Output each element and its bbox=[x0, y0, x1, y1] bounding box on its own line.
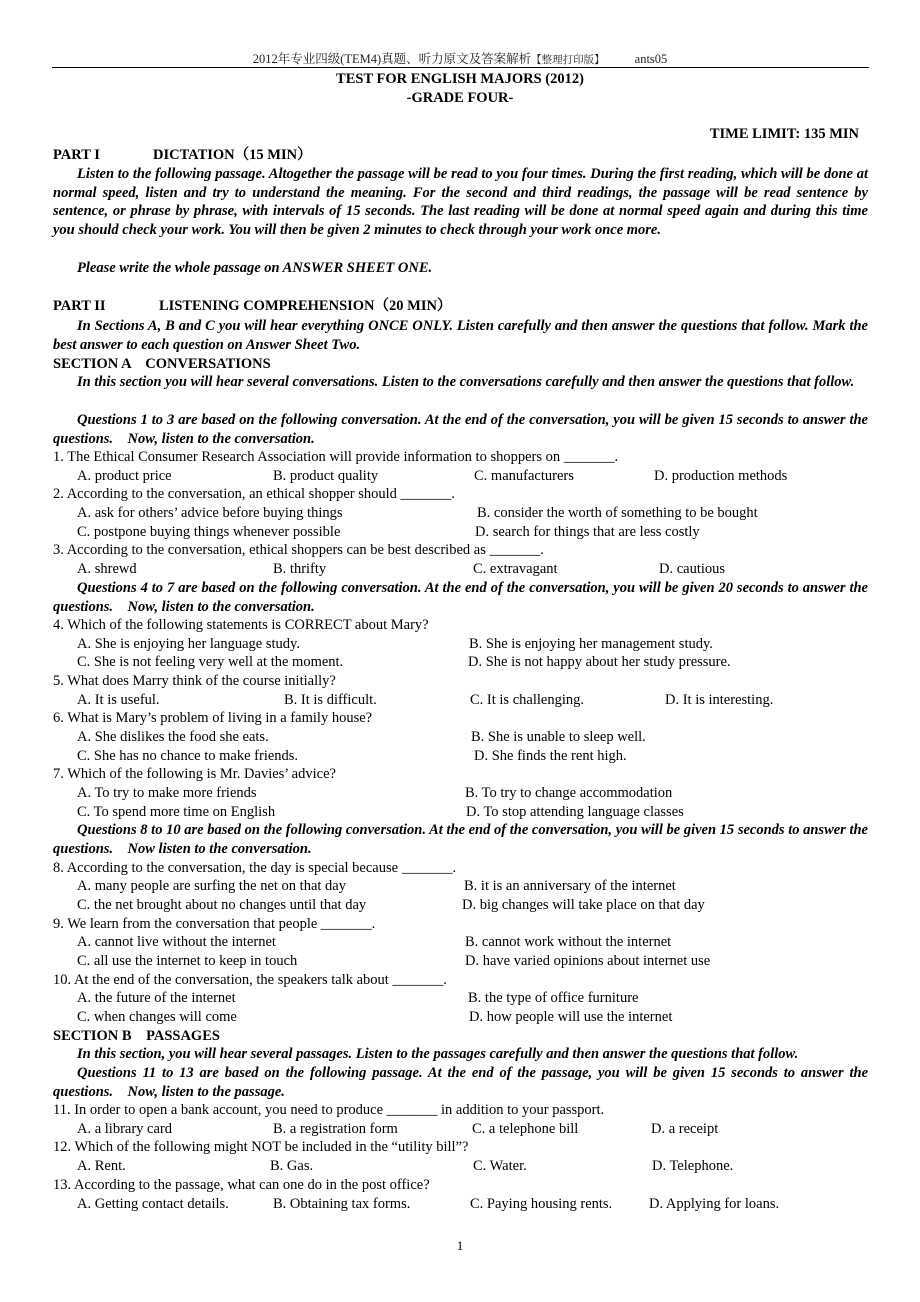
question-9-stem: 9. We learn from the conversation that people _______. bbox=[53, 916, 376, 932]
part1-heading bbox=[53, 146, 312, 165]
part1-title: DICTATION（15 MIN） bbox=[153, 147, 312, 163]
question-5-option-c[interactable]: C. It is challenging. bbox=[470, 692, 584, 708]
section-a-group3: Questions 8 to 10 are based on the following conversation. At the end of the conversation, you will be given 15 seconds to answer the questions. Now listen to the conversation. bbox=[53, 822, 872, 857]
question-10-option-b[interactable]: B. the type of office furniture bbox=[468, 990, 639, 1006]
question-6-stem: 6. What is Mary’s problem of living in a family house? bbox=[53, 710, 373, 726]
question-3-option-a[interactable]: A. shrewd bbox=[77, 561, 137, 577]
question-13-stem: 13. According to the passage, what can one do in the post office? bbox=[53, 1177, 430, 1193]
question-6-option-c[interactable]: C. She has no chance to make friends. bbox=[77, 748, 299, 764]
question-3-option-c[interactable]: C. extravagant bbox=[473, 561, 558, 577]
question-8-option-d[interactable]: D. big changes will take place on that day bbox=[462, 897, 705, 913]
question-13-option-b[interactable]: B. Obtaining tax forms. bbox=[273, 1196, 411, 1212]
question-4-option-c[interactable]: C. She is not feeling very well at the moment. bbox=[77, 654, 344, 670]
question-12-option-c[interactable]: C. Water. bbox=[473, 1158, 527, 1174]
section-a-group1: Questions 1 to 3 are based on the following conversation. At the end of the conversation, you will be given 15 seconds to answer the questions. Now, listen to the conversation. bbox=[53, 412, 872, 447]
running-tag: 【整理打印版】 bbox=[531, 55, 605, 66]
question-3-option-d[interactable]: D. cautious bbox=[659, 561, 726, 577]
question-6-option-d[interactable]: D. She finds the rent high. bbox=[474, 748, 627, 764]
part2-instructions: In Sections A, B and C you will hear everything ONCE ONLY. Listen carefully and then answer the questions that follow. Mark the best answer to each question on Answer Sheet Two. bbox=[53, 318, 868, 353]
question-11-option-d[interactable]: D. a receipt bbox=[651, 1121, 719, 1137]
question-2-option-d[interactable]: D. search for things that are less costly bbox=[475, 524, 700, 540]
part2-heading bbox=[53, 297, 451, 316]
question-10-option-d[interactable]: D. how people will use the internet bbox=[469, 1009, 673, 1025]
question-2-option-a[interactable]: A. ask for others’ advice before buying things bbox=[77, 505, 343, 521]
question-10-stem: 10. At the end of the conversation, the speakers talk about _______. bbox=[53, 972, 447, 988]
question-9-option-b[interactable]: B. cannot work without the internet bbox=[465, 934, 672, 950]
question-1-option-b[interactable]: B. product quality bbox=[273, 468, 379, 484]
question-5-option-a[interactable]: A. It is useful. bbox=[77, 692, 160, 708]
page-title: TEST FOR ENGLISH MAJORS (2012) bbox=[336, 71, 584, 87]
question-12-option-a[interactable]: A. Rent. bbox=[77, 1158, 126, 1174]
question-5-option-b[interactable]: B. It is difficult. bbox=[284, 692, 377, 708]
question-4-option-b[interactable]: B. She is enjoying her management study. bbox=[469, 636, 713, 652]
question-8-option-c[interactable]: C. the net brought about no changes until that day bbox=[77, 897, 367, 913]
question-10-option-a[interactable]: A. the future of the internet bbox=[77, 990, 236, 1006]
question-13-option-d[interactable]: D. Applying for loans. bbox=[649, 1196, 780, 1212]
question-7-option-c[interactable]: C. To spend more time on English bbox=[77, 804, 276, 820]
question-2-stem: 2. According to the conversation, an ethical shopper should _______. bbox=[53, 486, 455, 502]
question-4-stem: 4. Which of the following statements is CORRECT about Mary? bbox=[53, 617, 429, 633]
part1-label: PART I bbox=[53, 147, 100, 163]
question-7-option-d[interactable]: D. To stop attending language classes bbox=[466, 804, 684, 820]
question-1-option-c[interactable]: C. manufacturers bbox=[474, 468, 574, 484]
running-author: ants05 bbox=[634, 52, 668, 66]
question-2-option-c[interactable]: C. postpone buying things whenever possible bbox=[77, 524, 341, 540]
question-1-option-d[interactable]: D. production methods bbox=[654, 468, 788, 484]
section-a-heading: SECTION A CONVERSATIONS bbox=[53, 356, 271, 372]
question-12-option-d[interactable]: D. Telephone. bbox=[652, 1158, 734, 1174]
question-3-option-b[interactable]: B. thrifty bbox=[273, 561, 327, 577]
section-a-instructions: In this section you will hear several conversations. Listen to the conversations carefully and then answer the questions that follow. bbox=[77, 374, 855, 390]
running-header bbox=[0, 49, 920, 67]
question-9-option-d[interactable]: D. have varied opinions about internet use bbox=[465, 953, 711, 969]
time-limit: TIME LIMIT: 135 MIN bbox=[709, 126, 859, 142]
question-12-stem: 12. Which of the following might NOT be included in the “utility bill”? bbox=[53, 1139, 469, 1155]
section-b-group1: Questions 11 to 13 are based on the following passage. At the end of the passage, you will be given 15 seconds to answer the questions. Now, listen to the passage. bbox=[53, 1065, 872, 1100]
question-11-option-b[interactable]: B. a registration form bbox=[273, 1121, 398, 1137]
question-6-option-a[interactable]: A. She dislikes the food she eats. bbox=[77, 729, 269, 745]
question-9-option-a[interactable]: A. cannot live without the internet bbox=[77, 934, 276, 950]
question-11-option-c[interactable]: C. a telephone bill bbox=[472, 1121, 579, 1137]
question-12-option-b[interactable]: B. Gas. bbox=[270, 1158, 314, 1174]
question-9-option-c[interactable]: C. all use the internet to keep in touch bbox=[77, 953, 298, 969]
question-10-option-c[interactable]: C. when changes will come bbox=[77, 1009, 237, 1025]
question-7-option-b[interactable]: B. To try to change accommodation bbox=[465, 785, 673, 801]
question-8-stem: 8. According to the conversation, the day is special because _______. bbox=[53, 860, 457, 876]
question-8-option-b[interactable]: B. it is an anniversary of the internet bbox=[464, 878, 676, 894]
part2-label: PART II bbox=[53, 298, 106, 314]
section-a-group2: Questions 4 to 7 are based on the following conversation. At the end of the conversation, you will be given 20 seconds to answer the questions. Now, listen to the conversation. bbox=[53, 580, 872, 615]
question-11-option-a[interactable]: A. a library card bbox=[77, 1121, 173, 1137]
header-rule bbox=[52, 67, 869, 68]
question-8-option-a[interactable]: A. many people are surfing the net on that day bbox=[77, 878, 346, 894]
question-4-option-d[interactable]: D. She is not happy about her study pressure. bbox=[468, 654, 731, 670]
part1-write-note: Please write the whole passage on ANSWER SHEET ONE. bbox=[77, 260, 433, 276]
question-2-option-b[interactable]: B. consider the worth of something to be bought bbox=[477, 505, 758, 521]
question-11-stem: 11. In order to open a bank account, you need to produce _______ in addition to your passport. bbox=[53, 1102, 605, 1118]
page-subtitle: -GRADE FOUR- bbox=[406, 90, 514, 106]
question-13-option-a[interactable]: A. Getting contact details. bbox=[77, 1196, 229, 1212]
section-b-instructions: In this section, you will hear several passages. Listen to the passages carefully and then answer the questions that follow. bbox=[77, 1046, 799, 1062]
page-number: 1 bbox=[456, 1238, 464, 1253]
question-1-stem: 1. The Ethical Consumer Research Association will provide information to shoppers on _______. bbox=[53, 449, 619, 465]
section-b-heading: SECTION B PASSAGES bbox=[53, 1028, 220, 1044]
question-1-option-a[interactable]: A. product price bbox=[77, 468, 172, 484]
question-13-option-c[interactable]: C. Paying housing rents. bbox=[470, 1196, 613, 1212]
part1-instructions: Listen to the following passage. Altogether the passage will be read to you four times. During the first reading, which will be done at normal speed, listen and try to understand the meaning. For the second and third readings, the passage will be read sentence by sentence, or phrase by phrase, with intervals of 15 seconds. The last reading will be done at normal speed again and during this time you should check your work. You will then be given 2 minutes to check through your work once more. bbox=[53, 166, 868, 238]
question-6-option-b[interactable]: B. She is unable to sleep well. bbox=[471, 729, 646, 745]
running-title: 2012年专业四级(TEM4)真题、听力原文及答案解析 bbox=[252, 52, 532, 66]
part2-title: LISTENING COMPREHENSION（20 MIN） bbox=[159, 298, 452, 314]
question-3-stem: 3. According to the conversation, ethical shoppers can be best described as _______. bbox=[53, 542, 544, 558]
question-5-option-d[interactable]: D. It is interesting. bbox=[665, 692, 774, 708]
question-5-stem: 5. What does Marry think of the course initially? bbox=[53, 673, 336, 689]
question-7-option-a[interactable]: A. To try to make more friends bbox=[77, 785, 257, 801]
question-4-option-a[interactable]: A. She is enjoying her language study. bbox=[77, 636, 300, 652]
question-7-stem: 7. Which of the following is Mr. Davies’ advice? bbox=[53, 766, 336, 782]
